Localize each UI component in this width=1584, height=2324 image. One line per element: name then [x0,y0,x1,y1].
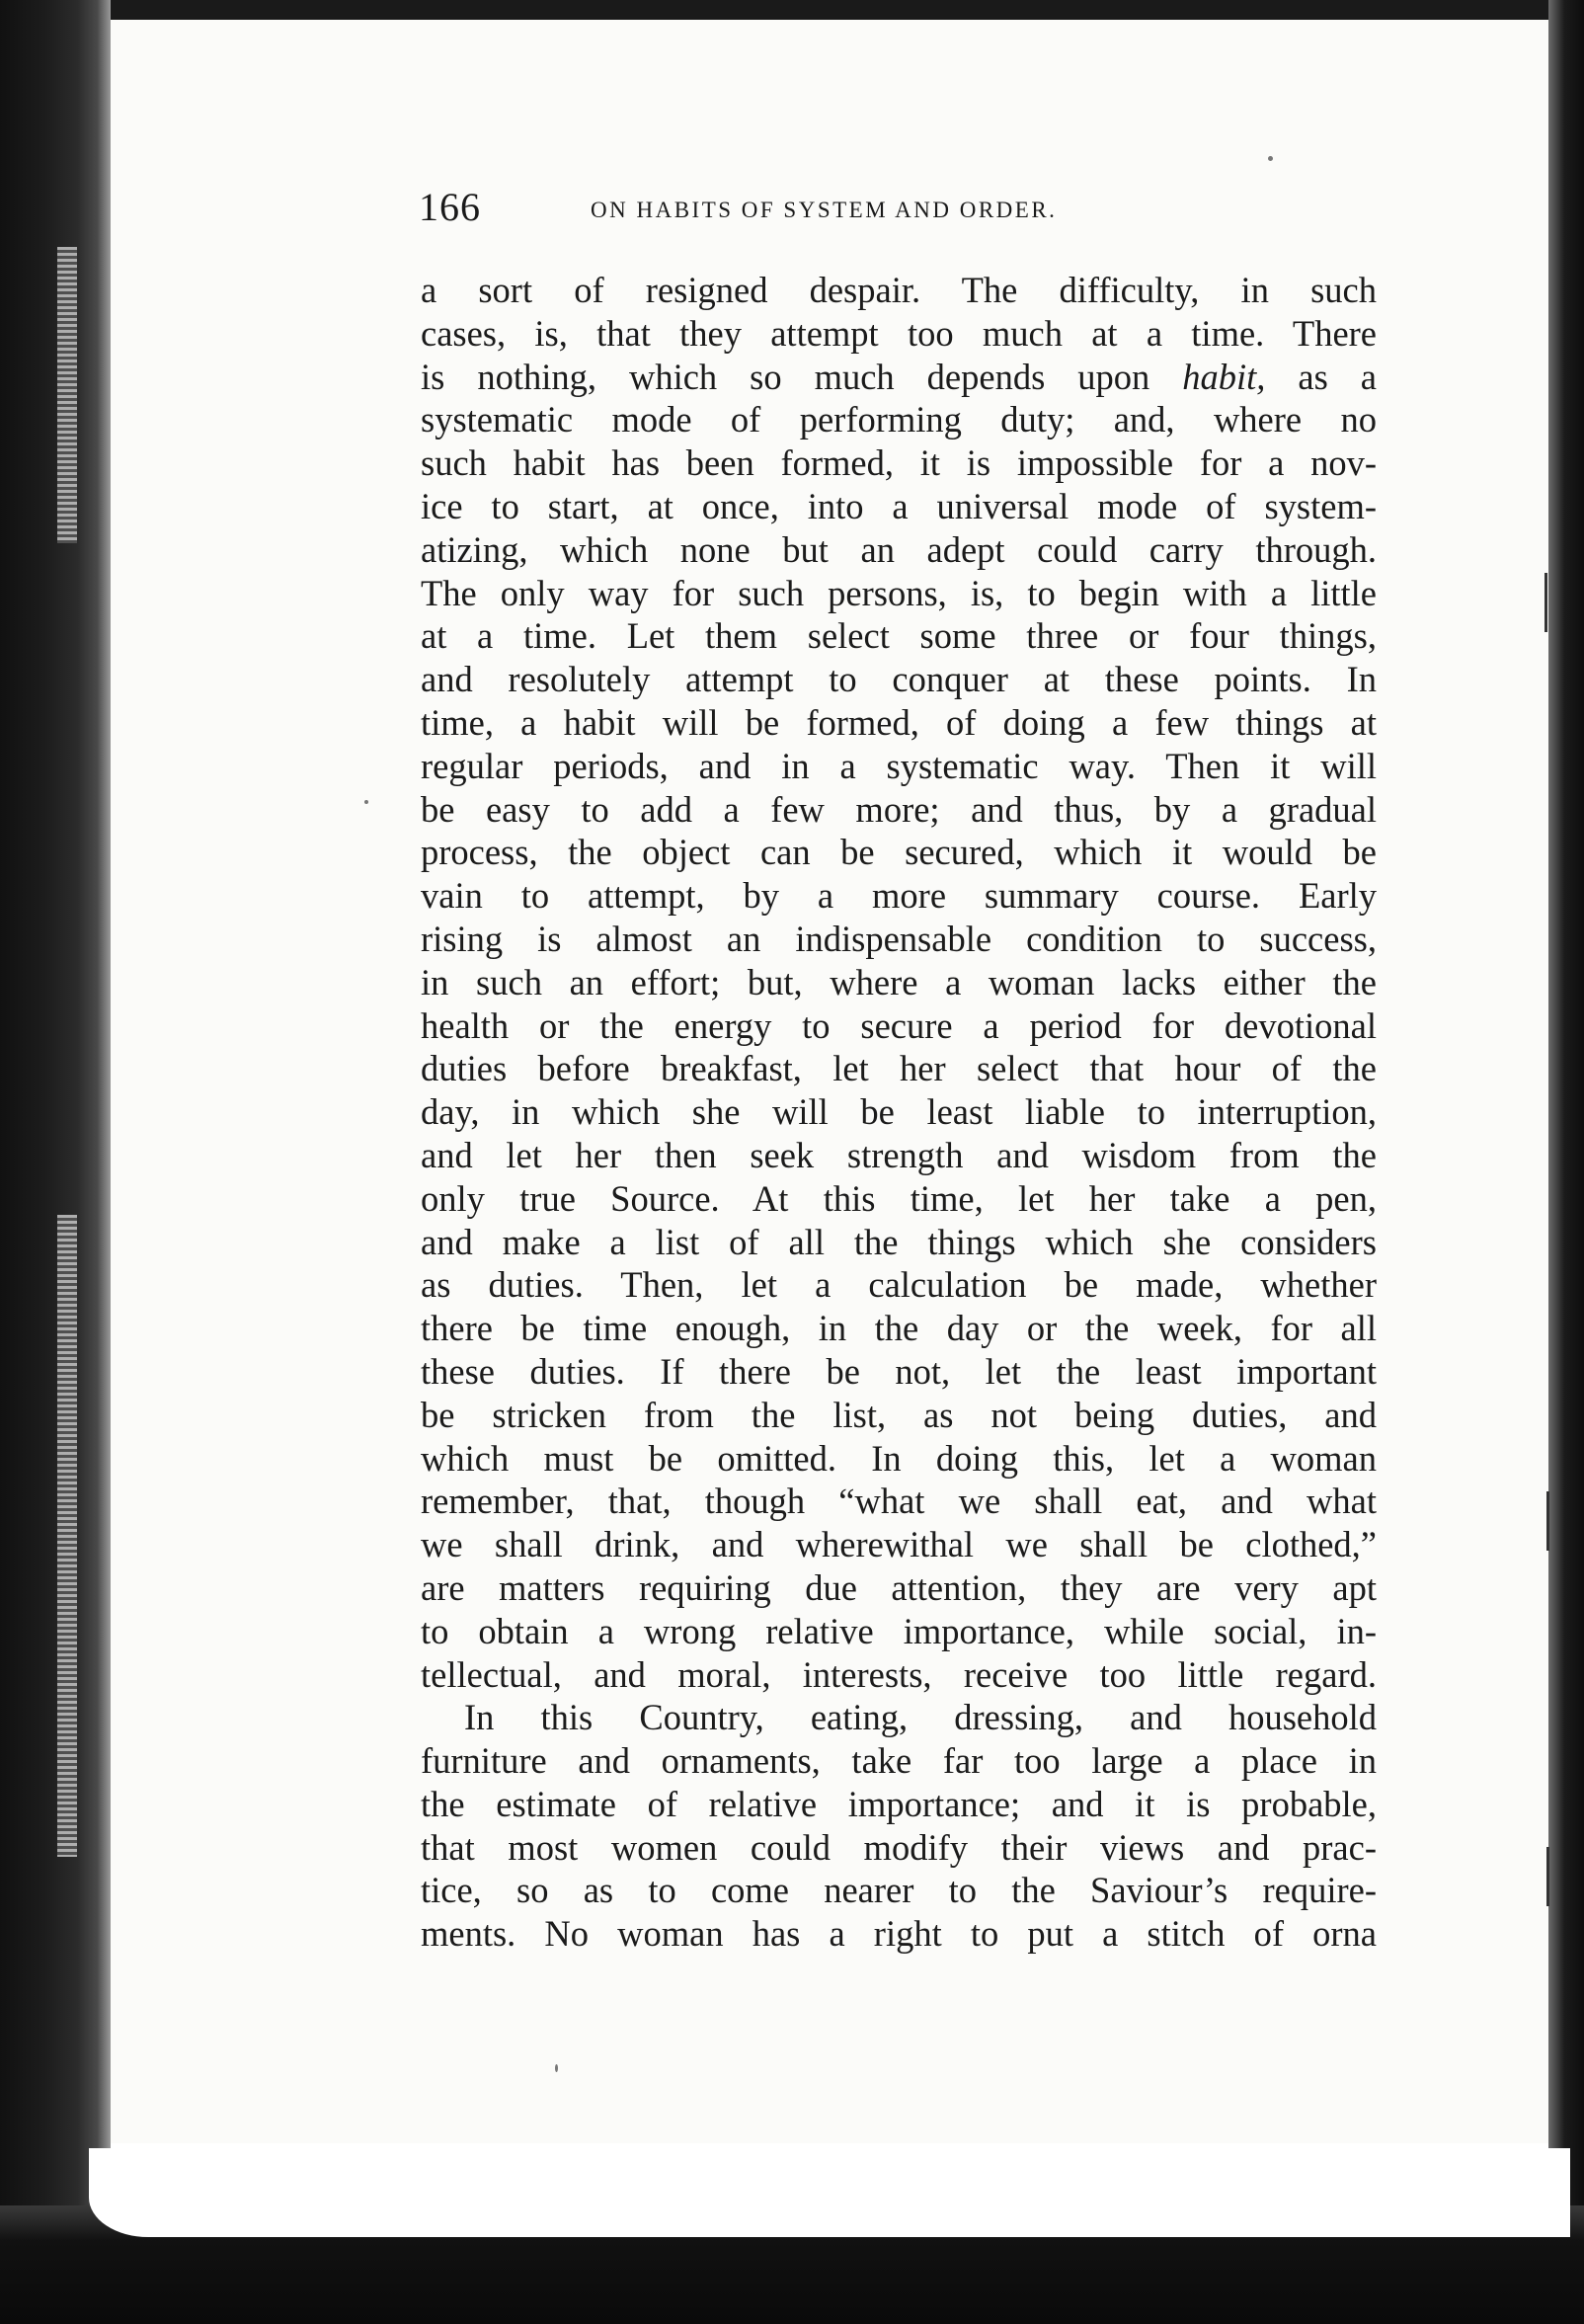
book-binding-edge [0,0,111,2324]
text-line: health or the energy to secure a period for devotional [421,1004,1377,1046]
text-line: in such an effort; but, where a woman lacks either the [421,961,1377,1002]
text-line: duties before breakfast, let her select that hour of the [421,1048,1377,1089]
text-line: systematic mode of performing duty; and, where no [421,399,1377,441]
text-line: be stricken from the list, as not being duties, and [421,1394,1377,1435]
margin-mark [1546,1491,1549,1551]
emphasis-word: habit, [1182,356,1266,397]
text-line: tice, so as to come nearer to the Saviour’s require- [421,1870,1377,1911]
text-line: and resolutely attempt to conquer at these points. In [421,659,1377,700]
scan-right-edge [1548,0,1584,2324]
text-line: ments. No woman has a right to put a stitch of orna [421,1913,1377,1955]
paper-speck [555,2064,558,2072]
text-line: to obtain a wrong relative importance, while social, in- [421,1610,1377,1651]
text-line [421,356,1377,399]
scan-top-edge [0,0,1584,20]
text-line: vain to attempt, by a more summary course. Early [421,875,1377,917]
text-line: at a time. Let them select some three or four things, [421,615,1377,657]
text-line: furniture and ornaments, take far too large a place in [421,1740,1377,1782]
running-title: ON HABITS OF SYSTEM AND ORDER. [591,198,1058,222]
paper-speck [364,800,368,804]
text-line: cases, is, that they attempt too much at a time. There [421,312,1377,354]
text-line: time, a habit will be formed, of doing a few things at [421,701,1377,743]
text-line: remember, that, though “what we shall eat, and what [421,1481,1377,1522]
text-line: a sort of resigned despair. The difficulty, in such [421,270,1377,310]
text-line: are matters requiring due attention, they are very apt [421,1566,1377,1608]
paper-speck [1268,156,1273,161]
text-line: and make a list of all the things which she considers [421,1221,1377,1262]
text-line: and let her then seek strength and wisdom from the [421,1134,1377,1175]
text-line: which must be omitted. In doing this, let a woman [421,1437,1377,1479]
text-line: rising is almost an indispensable condition to success, [421,918,1377,959]
paragraph-first-line: In this Country, eating, dressing, and household [464,1697,1377,1738]
text-fragment: as a [1265,356,1377,397]
text-line: ice to start, at once, into a universal mode of system- [421,485,1377,526]
text-line: the estimate of relative importance; and it is probable, [421,1783,1377,1824]
running-head [419,184,1219,243]
text-line: day, in which she will be least liable to interruption, [421,1091,1377,1133]
text-line: regular periods, and in a systematic way. Then it will [421,745,1377,786]
text-line: only true Source. At this time, let her take a pen, [421,1177,1377,1219]
text-line: tellectual, and moral, interests, receive too little regard. [421,1653,1377,1695]
margin-mark [1544,573,1547,632]
text-line: be easy to add a few more; and thus, by a gradual [421,788,1377,830]
page-number: 166 [419,185,481,229]
binding-texture [57,1215,77,1857]
text-line: atizing, which none but an adept could carry through. [421,528,1377,570]
text-line: we shall drink, and wherewithal we shall be clothed,” [421,1524,1377,1565]
text-line: process, the object can be secured, which it would be [421,832,1377,873]
binding-texture [57,247,77,543]
page-bottom-curve [89,2148,1570,2237]
text-line: there be time enough, in the day or the week, for all [421,1308,1377,1349]
text-line: The only way for such persons, is, to begin with a little [421,572,1377,613]
text-fragment: is nothing, which so much depends upon [421,356,1183,397]
margin-mark [1546,1847,1549,1906]
text-line: as duties. Then, let a calculation be made, whether [421,1264,1377,1306]
body-text [421,269,1377,1956]
text-line: such habit has been formed, it is impossible for a nov- [421,442,1377,484]
text-line: that most women could modify their views and prac- [421,1826,1377,1868]
text-line: these duties. If there be not, let the least important [421,1350,1377,1392]
